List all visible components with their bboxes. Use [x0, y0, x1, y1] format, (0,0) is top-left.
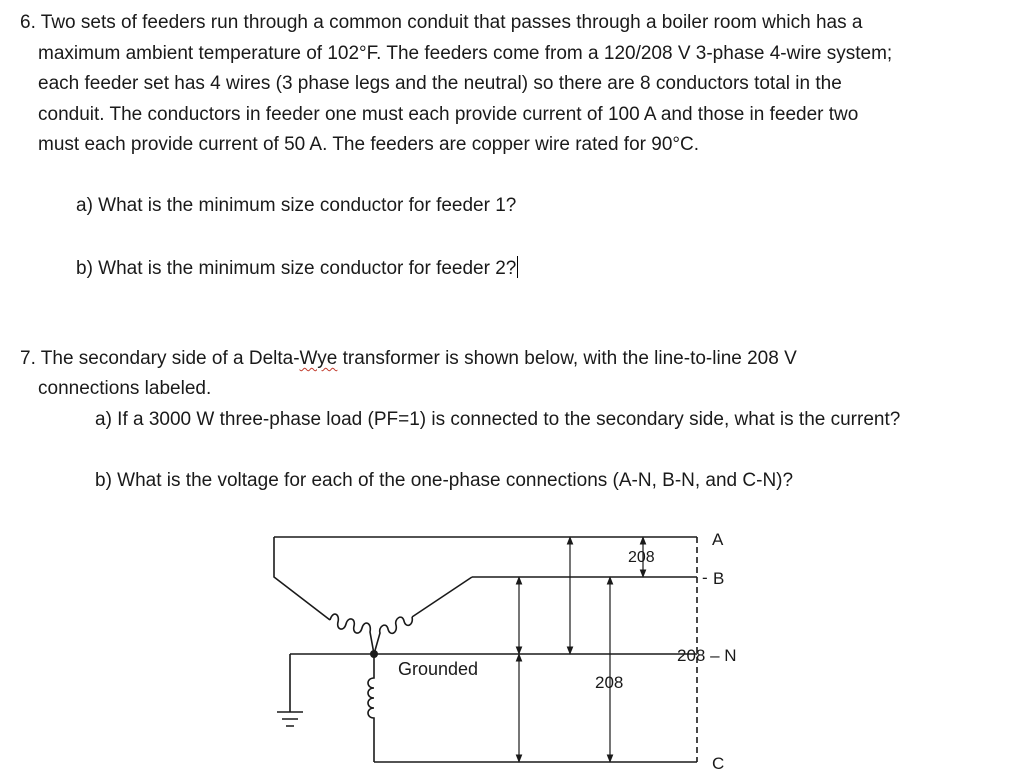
q6-line-1: 6. Two sets of feeders run through a common conduit that passes through a boiler room which has a [20, 12, 863, 33]
label-dash-b: - [702, 568, 708, 587]
label-c: C [712, 754, 725, 773]
q6-line-5: must each provide current of 50 A. The feeders are copper wire rated for 90°C. [38, 134, 699, 155]
label-a: A [712, 530, 724, 549]
q6-line-3: each feeder set has 4 wires (3 phase legs and the neutral) so there are 8 conductors total in the [38, 73, 842, 94]
label-208-mid: 208 [595, 673, 624, 692]
coil-c [368, 654, 374, 762]
spellcheck-flagged-word[interactable]: Wye [299, 348, 338, 369]
coil-b [374, 617, 412, 654]
ground-symbol [277, 712, 303, 726]
wire-b-slope [412, 577, 472, 617]
q6-part-b-text: b) What is the minimum size conductor for feeder 2? [76, 258, 517, 279]
neutral-junction-dot [370, 650, 378, 658]
label-b: B [713, 569, 725, 588]
q7-line-1-suffix: transformer is shown below, with the line-to-line 208 V [337, 348, 797, 369]
label-208-n: 208 – N [677, 646, 737, 665]
wire-a-drop [274, 537, 330, 620]
q6-line-4: conduit. The conductors in feeder one must each provide current of 100 A and those in feeder two [38, 104, 859, 125]
label-grounded: Grounded [398, 659, 479, 679]
q7-line-1-prefix: 7. The secondary side of a Delta- [20, 348, 300, 369]
q7-part-a: a) If a 3000 W three-phase load (PF=1) is connected to the secondary side, what is the current? [95, 409, 901, 430]
label-208-top: 208 [628, 549, 655, 566]
q7-part-b: b) What is the voltage for each of the one-phase connections (A-N, B-N, and C-N)? [95, 470, 794, 491]
q6-line-2: maximum ambient temperature of 102°F. The feeders come from a 120/208 V 3-phase 4-wire system; [38, 43, 893, 64]
q7-line-2: connections labeled. [38, 378, 212, 399]
coil-a [330, 614, 374, 654]
q6-part-a: a) What is the minimum size conductor for feeder 1? [76, 195, 517, 216]
